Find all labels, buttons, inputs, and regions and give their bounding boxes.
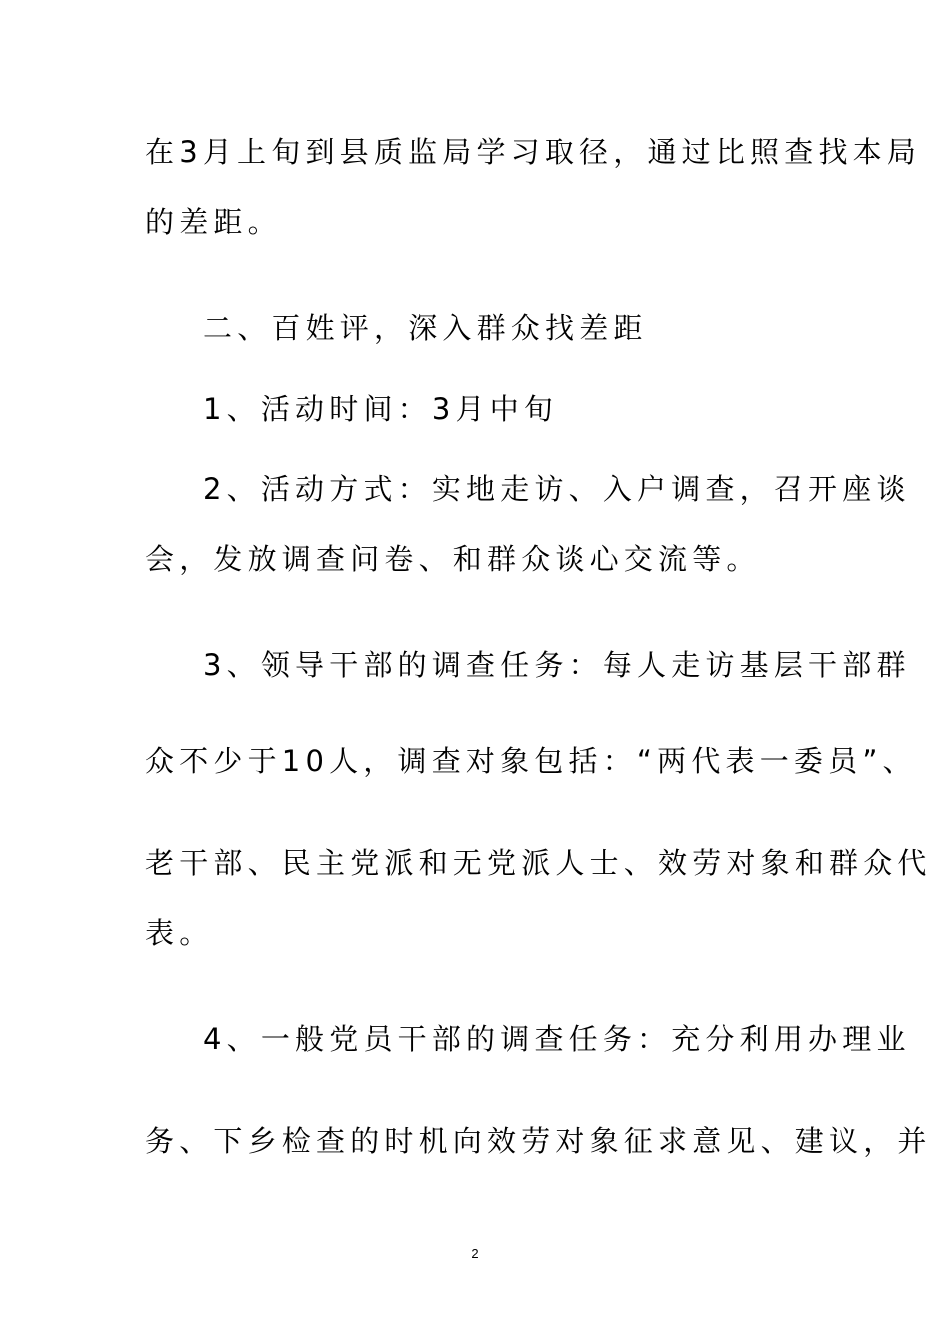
paragraph-line: 在3月上旬到县质监局学习取径，通过比照查找本局 (145, 135, 922, 169)
list-item: 4、一般党员干部的调查任务：充分利用办理业 (203, 1022, 911, 1056)
paragraph-line: 众不少于10人，调查对象包括：“两代表一委员”、 (145, 744, 917, 778)
page-number: 2 (471, 1246, 479, 1261)
paragraph-line: 的差距。 (145, 205, 282, 239)
list-item: 3、领导干部的调查任务：每人走访基层干部群 (203, 648, 911, 682)
list-item: 1、活动时间：3月中旬 (203, 392, 559, 426)
paragraph-line: 老干部、民主党派和无党派人士、效劳对象和群众代 (145, 846, 932, 880)
paragraph-line: 表。 (145, 916, 214, 950)
section-heading: 二、百姓评，深入群众找差距 (203, 311, 648, 345)
paragraph-line: 会，发放调查问卷、和群众谈心交流等。 (145, 542, 761, 576)
list-item: 2、活动方式：实地走访、入户调查，召开座谈 (203, 472, 911, 506)
paragraph-line: 务、下乡检查的时机向效劳对象征求意见、建议，并 (145, 1124, 932, 1158)
